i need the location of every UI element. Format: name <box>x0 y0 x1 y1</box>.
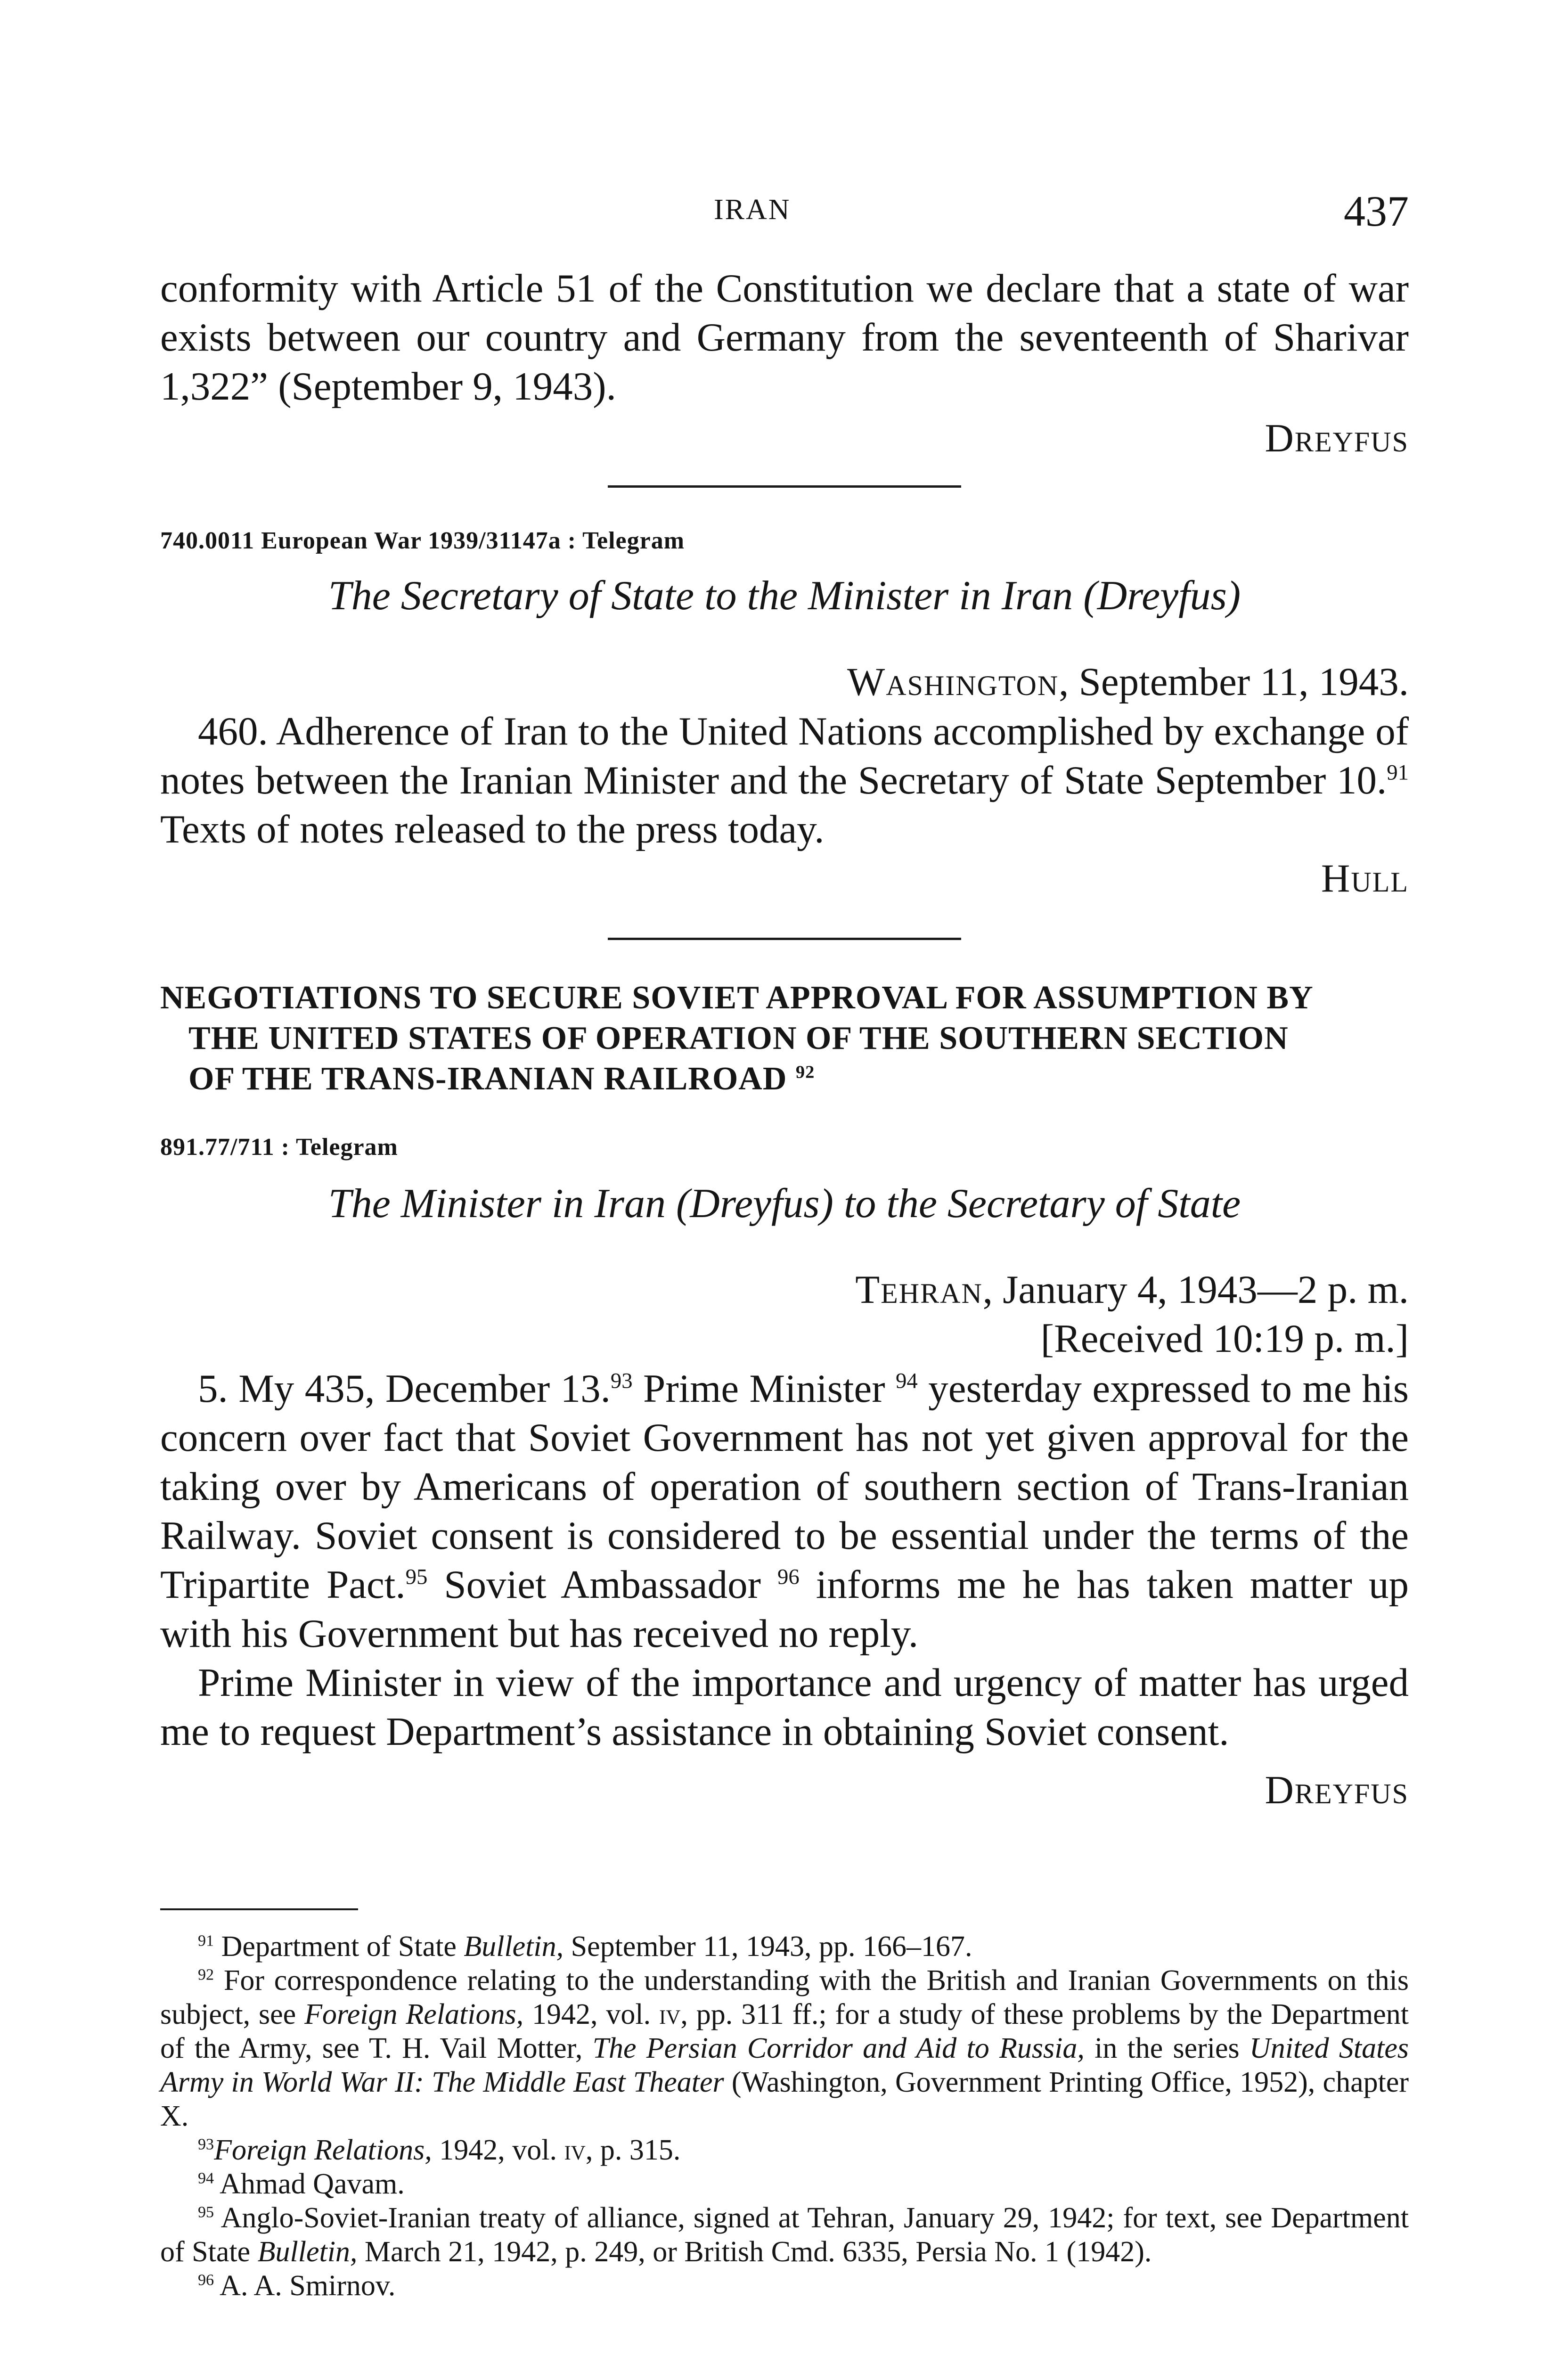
page-header <box>160 186 1409 238</box>
doc2-caption-name: (Dreyfus) <box>676 1181 833 1227</box>
doc2-body <box>160 1364 1409 1815</box>
doc1-file-type: : Telegram <box>567 527 685 554</box>
intro-signature: Dreyfus <box>1265 416 1409 460</box>
footnote-ref-93: 93 <box>610 1368 633 1393</box>
footnote-ref-91: 91 <box>1387 760 1409 785</box>
doc1-caption-name: (Dreyfus) <box>1083 573 1241 619</box>
doc1-date: , September 11, 1943. <box>1059 660 1409 704</box>
doc2-caption-b: to the Secretary of State <box>843 1181 1241 1227</box>
separator-rule <box>608 938 961 940</box>
doc1-body-a: 460. Adherence of Iran to the United Nations accomplished by exchange of notes between the Iranian Minister and the Secretary of State September 10. <box>160 709 1409 802</box>
doc2-signature: Dreyfus <box>1265 1768 1409 1812</box>
doc1-place: Washington <box>847 660 1059 704</box>
doc2-paragraph-2: Prime Minister in view of the importance and urgency of matter has urged me to request Department’s assistance in obtaining Soviet consent. <box>160 1661 1409 1754</box>
doc2-file-number <box>160 1133 1409 1161</box>
section-heading-line1: NEGOTIATIONS TO SECURE SOVIET APPROVAL FOR ASSUMPTION BY <box>160 980 1314 1016</box>
doc2-date: , January 4, 1943—2 p. m. <box>982 1268 1409 1312</box>
footnote-95: $^{95}$ Anglo-Soviet-Iranian treaty of alliance, signed at Tehran, January 29, 1942; for text, see Department of State Bulletin, March 21, 1942, p. 249, or British Cmd. 6335, Persia No. 1 (1942). <box>160 2202 1409 2268</box>
intro-block <box>160 264 1409 463</box>
doc2-dateline <box>160 1265 1409 1363</box>
doc1-signature: Hull <box>1321 856 1409 900</box>
footnote-94: $^{94}$ Ahmad Qavam. <box>198 2168 405 2200</box>
doc1-file-number <box>160 527 1409 555</box>
footnote-ref-92: 92 <box>795 1062 815 1082</box>
footnote-93: $^{93}$Foreign Relations, 1942, vol. iv, p. 315. <box>198 2134 681 2166</box>
footnote-rule <box>160 1908 358 1910</box>
doc2-file-type: : Telegram <box>281 1134 398 1161</box>
doc2-place: Tehran <box>855 1268 983 1312</box>
footnote-ref-94: 94 <box>896 1368 918 1393</box>
footnote-91: $^{91}$ Department of State Bulletin, September 11, 1943, pp. 166–167. <box>198 1931 972 1963</box>
running-head: IRAN <box>714 194 791 226</box>
doc1-body-b: Texts of notes released to the press today. <box>160 807 825 851</box>
page-number: 437 <box>1344 187 1409 235</box>
separator-rule <box>608 485 961 488</box>
footnote-ref-96: 96 <box>777 1564 800 1589</box>
doc1-file-no: 740.0011 European War 1939/31147a <box>160 527 561 554</box>
section-heading-line2: THE UNITED STATES OF OPERATION OF THE SOUTHERN SECTION <box>188 1020 1289 1056</box>
footnote-ref-95: 95 <box>405 1564 428 1589</box>
doc2-caption <box>160 1178 1409 1230</box>
doc2-file-no: 891.77/711 <box>160 1134 275 1161</box>
section-heading-line3: OF THE TRANS-IRANIAN RAILROAD $^{92}$ <box>188 1061 815 1097</box>
section-heading <box>160 978 1409 1099</box>
footnote-92: $^{92}$ For correspondence relating to the understanding with the British and Iranian Governments on this subject, see Foreign Relations, 1942, vol. iv, pp. 311 ff.; for a study of these problems by the Department of the Army, see T. H. Vail Motter, The Persian Corridor and Aid to Russia, in the series United States Army in World War II: The Middle East Theater (Washington, Government Printing Office, 1952), chapter X. <box>160 1964 1409 2132</box>
doc2-paragraph-1: 5. My 435, December 13.93 Prime Minister $^{94}$ yesterday expressed to me his concern over fact that Soviet Government has not yet given approval for the taking over by Americans of operation of southern section of Trans-Iranian Railway. Soviet consent is considered to be essential under the terms of the Tripartite Pact.$^{95}$ Soviet Ambassador $^{96}$ informs me he has taken matter up with his Government but has received no reply. <box>160 1366 1409 1656</box>
doc1-caption <box>160 570 1409 622</box>
intro-paragraph: conformity with Article 51 of the Constitution we declare that a state of war exists between our country and Germany from the seventeenth of Sharivar 1,322” (September 9, 1943). <box>160 266 1409 409</box>
doc2-caption-a: The Minister in Iran <box>328 1181 666 1227</box>
doc1-caption-from: The Secretary of State to the Minister in Iran <box>328 573 1073 619</box>
doc2-received: [Received 10:19 p. m.] <box>1040 1317 1409 1361</box>
footnote-96: $^{96}$ A. A. Smirnov. <box>198 2270 396 2302</box>
doc1-dateline <box>160 657 1409 706</box>
doc1-paragraph <box>160 707 1409 854</box>
footnotes <box>160 1930 1409 2303</box>
doc1-body <box>160 707 1409 903</box>
